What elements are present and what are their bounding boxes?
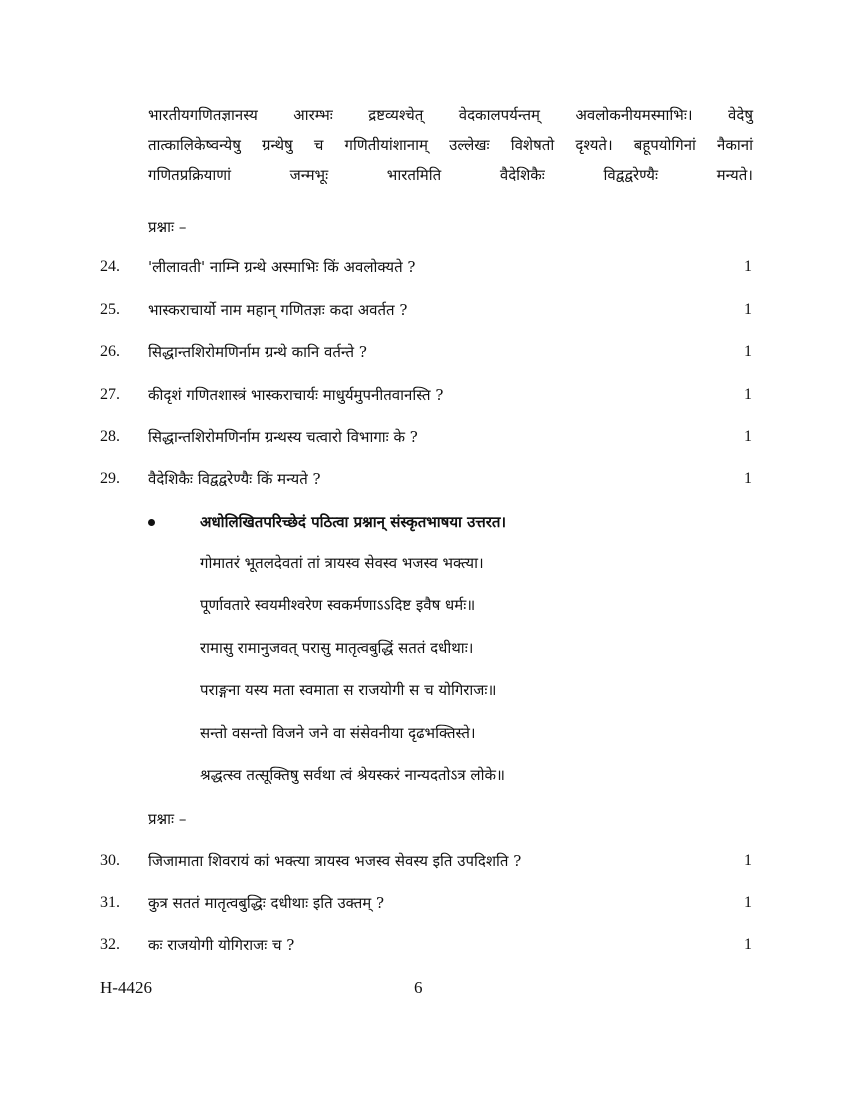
question-marks: 1 — [744, 343, 752, 360]
question-number: 28. — [100, 428, 120, 445]
question-text: सिद्धान्तशिरोमणिर्नाम ग्रन्थस्य चत्वारो विभागाः के ? — [148, 428, 418, 446]
verse-line: पराङ्गना यस्य मता स्वमाता स राजयोगी स च योगिराजः॥ — [200, 681, 497, 699]
question-row — [100, 299, 752, 321]
passage-line: तात्कालिकेष्वन्येषु ग्रन्थेषु च गणितीयांशानाम् उल्लेखः विशेषतो दृश्यते। बहूपयोगिनां नैकानां — [148, 136, 753, 154]
question-marks: 1 — [744, 852, 752, 869]
question-row — [100, 341, 752, 363]
question-marks: 1 — [744, 258, 752, 275]
question-marks: 1 — [744, 301, 752, 318]
bullet-icon — [148, 519, 155, 526]
passage-paragraph — [148, 100, 753, 190]
question-number: 31. — [100, 894, 120, 911]
question-text: जिजामाता शिवरायं कां भक्त्या त्रायस्व भजस्व सेवस्य इति उपदिशति ? — [148, 852, 522, 870]
passage-line: भारतीयगणितज्ञानस्य आरम्भः द्रष्टव्यश्चेत् वेदकालपर्यन्तम् अवलोकनीयमस्माभिः। वेदेषु — [148, 106, 753, 124]
question-number: 25. — [100, 301, 120, 318]
questions-heading: प्रश्नाः – — [148, 810, 187, 828]
question-row — [100, 384, 752, 406]
question-text: कः राजयोगी योगिराजः च ? — [148, 936, 295, 954]
question-row — [100, 850, 752, 872]
verse-line: सन्तो वसन्तो विजने जने वा संसेवनीया दृढभक्तिस्ते। — [200, 724, 476, 742]
verse-line: रामासु रामानुजवत् परासु मातृत्वबुद्धिं सततं दधीथाः। — [200, 639, 474, 657]
question-text: वैदेशिकैः विद्वद्वरेण्यैः किं मन्यते ? — [148, 470, 321, 488]
question-row — [100, 892, 752, 914]
question-row — [100, 934, 752, 956]
question-number: 27. — [100, 386, 120, 403]
question-number: 26. — [100, 343, 120, 360]
question-text: सिद्धान्तशिरोमणिर्नाम ग्रन्थे कानि वर्तन्ते ? — [148, 343, 367, 361]
question-marks: 1 — [744, 894, 752, 911]
question-number: 32. — [100, 936, 120, 953]
question-number: 30. — [100, 852, 120, 869]
question-text: कीदृशं गणितशास्त्रं भास्कराचार्यः माधुर्यमुपनीतवानस्ति ? — [148, 386, 444, 404]
page-number: 6 — [414, 978, 423, 997]
question-marks: 1 — [744, 428, 752, 445]
question-marks: 1 — [744, 470, 752, 487]
verse-line: पूर्णावतारे स्वयमीश्वरेण स्वकर्मणाऽऽदिष्ट इवैष धर्मः॥ — [200, 596, 476, 614]
question-number: 29. — [100, 470, 120, 487]
question-row — [100, 426, 752, 448]
question-marks: 1 — [744, 936, 752, 953]
question-row — [100, 256, 752, 278]
question-row — [100, 468, 752, 490]
passage-line: गणितप्रक्रियाणां जन्मभूः भारतमिति वैदेशिकैः विद्वद्वरेण्यैः मन्यते। — [148, 166, 753, 184]
instruction-text: अधोलिखितपरिच्छेदं पठित्वा प्रश्नान् संस्कृतभाषया उत्तरत। — [200, 513, 507, 531]
verse-line: श्रद्धत्स्व तत्सूक्तिषु सर्वथा त्वं श्रेयस्करं नान्यदतोऽत्र लोके॥ — [200, 766, 505, 784]
question-marks: 1 — [744, 386, 752, 403]
paper-code: H-4426 — [100, 978, 152, 997]
question-text: कुत्र सततं मातृत्वबुद्धिः दधीथाः इति उक्तम् ? — [148, 894, 385, 912]
question-text: 'लीलावती' नाम्नि ग्रन्थे अस्माभिः किं अवलोक्यते ? — [148, 258, 416, 276]
question-number: 24. — [100, 258, 120, 275]
questions-heading: प्रश्नाः – — [148, 218, 187, 236]
verse-line: गोमातरं भूतलदेवतां तां त्रायस्व सेवस्व भजस्व भक्त्या। — [200, 554, 484, 572]
instruction-row — [148, 510, 748, 534]
question-text: भास्कराचार्यो नाम महान् गणितज्ञः कदा अवर्तत ? — [148, 301, 408, 319]
